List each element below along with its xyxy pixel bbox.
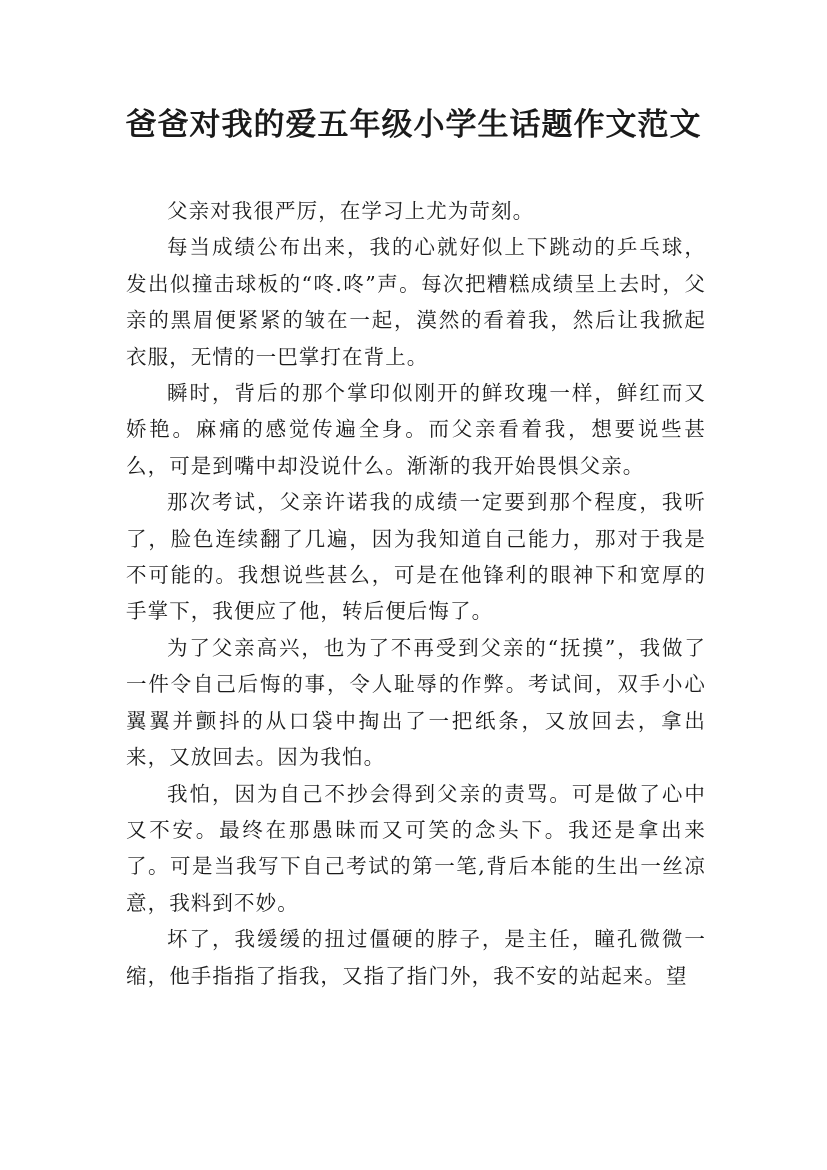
paragraph: 为了父亲高兴，也为了不再受到父亲的“抚摸”，我做了一件令自己后悔的事，令人耻辱的作弊。考试间，双手小心翼翼并颤抖的从口袋中掏出了一把纸条，又放回去，拿出来，又放回去。因为我怕。 (126, 635, 706, 770)
paragraph: 每当成绩公布出来，我的心就好似上下跳动的乒乓球，发出似撞击球板的“咚.咚”声。每次把糟糕成绩呈上去时，父亲的黑眉便紧紧的皱在一起，漠然的看着我，然后让我掀起衣服，无情的一巴掌打在背上。 (126, 235, 706, 369)
paragraph: 父亲对我很严厉，在学习上尤为苛刻。 (167, 199, 535, 223)
paragraph: 坏了，我缓缓的扭过僵硬的脖子，是主任，瞳孔微微一缩，他手指指了指我，又指了指门外，我不安的站起来。望 (126, 927, 706, 988)
paragraph: 那次考试，父亲许诺我的成绩一定要到那个程度，我听了，脸色连续翻了几遍，因为我知道自己能力，那对于我是不可能的。我想说些甚么，可是在他锋利的眼神下和宽厚的手掌下，我便应了他，转后便后悔了。 (126, 490, 706, 624)
paragraph: 我怕，因为自己不抄会得到父亲的责骂。可是做了心中又不安。最终在那愚昧而又可笑的念头下。我还是拿出来了。可是当我写下自己考试的第一笔,背后本能的生出一丝凉意，我料到不妙。 (126, 781, 706, 915)
document-body (126, 193, 706, 994)
paragraph: 瞬时，背后的那个掌印似刚开的鲜玫瑰一样，鲜红而又娇艳。麻痛的感觉传遍全身。而父亲看着我，想要说些甚么，可是到嘴中却没说什么。渐渐的我开始畏惧父亲。 (126, 381, 706, 478)
document-title: 爸爸对我的爱五年级小学生话题作文范文 (125, 107, 702, 143)
